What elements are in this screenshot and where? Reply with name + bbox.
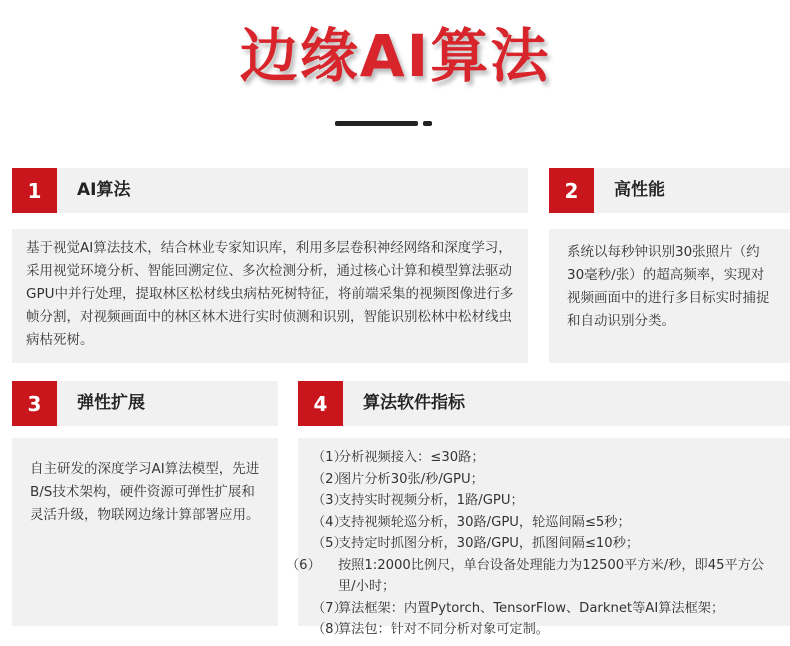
panel-3-title: 弹性扩展 [77,393,145,413]
panel-2-number-badge: 2 [549,168,594,213]
title-underline [335,121,418,126]
panel-1-header [12,168,528,213]
panel-2-text: 系统以每秒钟识别30张照片（约30毫秒/张）的超高频率，实现对视频画面中的进行多目标实时捕捉和自动识别分类。 [567,244,770,329]
page-title: 边缘AI算法 [239,22,551,90]
panel-4-title: 算法软件指标 [363,393,465,413]
spec-item: （1）分析视频接入：≤30路； [312,450,485,465]
panel-3-body [12,438,278,626]
panel-3-header [12,381,278,426]
panel-4-number-badge: 4 [298,381,343,426]
panel-2-header [549,168,790,213]
panel-1-text: 基于视觉AI算法技术，结合林业专家知识库，利用多层卷积神经网络和深度学习，采用视觉环境分析、智能回溯定位、多次检测分析，通过核心计算和模型算法驱动GPU中并行处理，提取林区松材线虫病枯死树特征，将前端采集的视频图像进行多帧分割，对视频画面中的林区林木进行实时侦测和识别，智能识别松林中松材线虫病枯死树。 [26,240,514,348]
spec-item: （3）支持实时视频分析，1路/GPU； [312,493,524,508]
spec-item: （7）算法框架：内置Pytorch、TensorFlow、Darknet等AI算法框架； [312,600,725,616]
panel-4-header [298,381,790,426]
panel-3-number-badge: 3 [12,381,57,426]
spec-item: （6） 按照1:2000比例尺，单台设备处理能力为12500平方米/秒，即45平方公里/小时； [286,557,765,594]
spec-item: （8）算法包：针对不同分析对象可定制。 [312,622,549,637]
panel-4-body [286,438,790,637]
panel-1-body [12,229,528,363]
title-underline-dot [423,121,432,126]
spec-item: （4）支持视频轮巡分析，30路/GPU，轮巡间隔≤5秒； [312,514,631,530]
panel-2-title: 高性能 [614,180,665,200]
panel-3-text: 自主研发的深度学习AI算法模型，先进B/S技术架构，硬件资源可弹性扩展和灵活升级，物联网边缘计算部署应用。 [30,461,260,523]
spec-item: （2）图片分析30张/秒/GPU； [312,471,484,487]
panel-2-body [549,229,790,363]
spec-item: （5）支持定时抓图分析，30路/GPU，抓图间隔≤10秒； [312,536,640,551]
panel-1-number-badge: 1 [12,168,57,213]
panel-1-title: AI算法 [77,180,131,200]
spec-list [286,447,776,641]
